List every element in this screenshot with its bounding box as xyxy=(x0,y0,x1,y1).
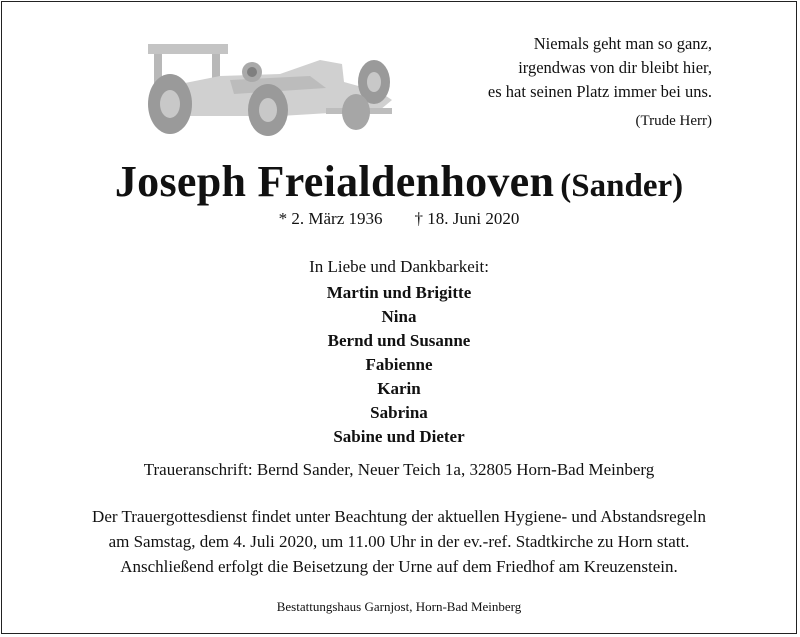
mourner-name: Sabrina xyxy=(370,403,428,422)
mourner-name: Sabine und Dieter xyxy=(333,427,465,446)
mourner-name: Bernd und Susanne xyxy=(327,331,471,350)
mourners-intro: In Liebe und Dankbarkeit: xyxy=(309,257,489,276)
deceased-full-name: Joseph Freialdenhoven xyxy=(114,157,555,206)
life-dates xyxy=(2,209,796,229)
service-line: Der Trauergottesdienst findet unter Beachtung der aktuellen Hygiene- und Abstandsregeln xyxy=(92,507,706,526)
deceased-name xyxy=(2,156,796,207)
service-line: Anschließend erfolgt die Beisetzung der Urne auf dem Friedhof am Kreuzenstein. xyxy=(120,557,678,576)
mourner-name: Karin xyxy=(377,379,421,398)
race-car-icon xyxy=(130,30,400,140)
poem-quote xyxy=(488,32,712,133)
poem-line: es hat seinen Platz immer bei uns. xyxy=(487,82,712,101)
undertaker: Bestattungshaus Garnjost, Horn-Bad Meinberg xyxy=(276,599,522,614)
poem-author: (Trude Herr) xyxy=(635,113,712,129)
birth-date: * 2. März 1936 xyxy=(278,209,383,228)
deceased-maiden-name: (Sander) xyxy=(560,168,684,204)
service-line: am Samstag, dem 4. Juli 2020, um 11.00 Uhr in der ev.-ref. Stadtkirche zu Horn statt. xyxy=(108,532,690,551)
funeral-service-info xyxy=(2,504,796,579)
mourners-list xyxy=(2,281,796,449)
mourning-address: Traueranschrift: Bernd Sander, Neuer Teich 1a, 32805 Horn-Bad Meinberg xyxy=(143,460,655,479)
mourner-name: Fabienne xyxy=(365,355,433,374)
mourner-name: Martin und Brigitte xyxy=(326,283,472,302)
death-date: † 18. Juni 2020 xyxy=(414,209,520,228)
poem-line: Niemals geht man so ganz, xyxy=(533,34,712,53)
obituary-notice xyxy=(1,1,797,634)
mourner-name: Nina xyxy=(381,307,417,326)
poem-line: irgendwas von dir bleibt hier, xyxy=(518,58,712,77)
